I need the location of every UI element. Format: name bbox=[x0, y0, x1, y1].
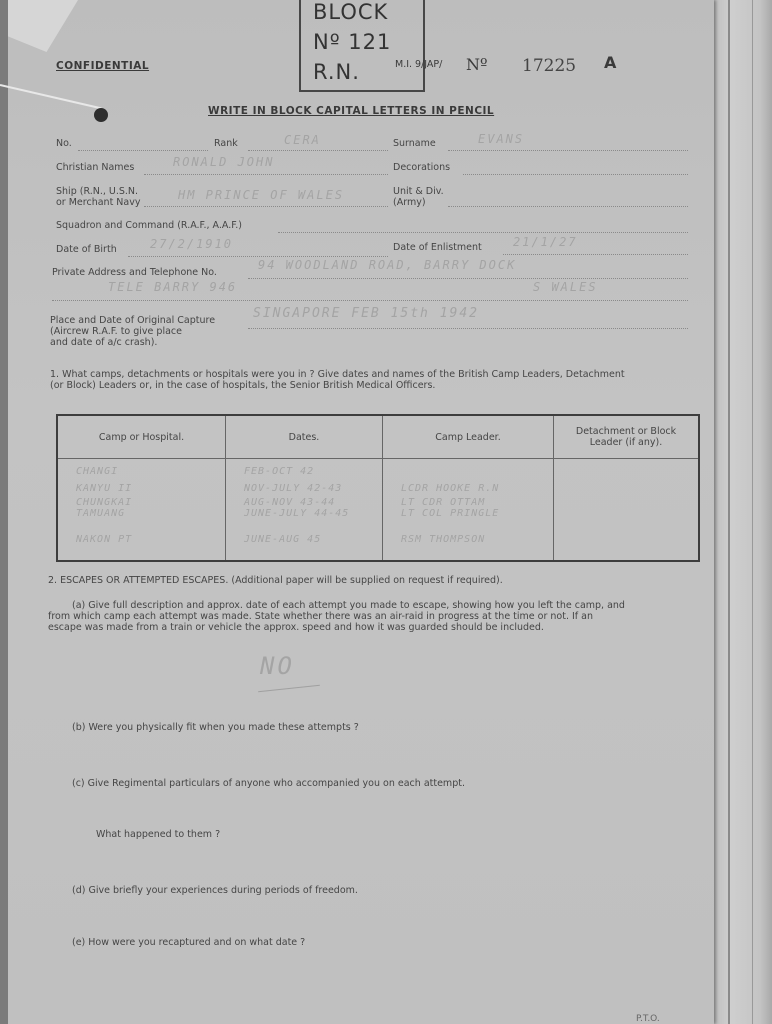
leader-entry: RSM THOMPSON bbox=[401, 534, 486, 545]
table-header-row bbox=[57, 415, 699, 459]
leader-entry: LT CDR OTTAM bbox=[401, 497, 486, 508]
date-entry: AUG-NOV 43-44 bbox=[244, 497, 336, 508]
camps-cell bbox=[57, 459, 226, 562]
capture-label: (Aircrew R.A.F. to give place bbox=[50, 326, 182, 337]
form-number: 17225 bbox=[522, 56, 577, 76]
question-2d: (d) Give briefly your experiences during periods of freedom. bbox=[72, 885, 358, 896]
leader-entry: LT COL PRINGLE bbox=[401, 508, 500, 519]
block-stamp-box bbox=[299, 0, 425, 92]
question-2e: (e) How were you recaptured and on what date ? bbox=[72, 937, 306, 948]
christian-names-label: Christian Names bbox=[56, 162, 135, 173]
dob-label: Date of Birth bbox=[56, 244, 117, 255]
number-label: Nº bbox=[466, 55, 488, 74]
question-2b: (b) Were you physically fit when you made these attempts ? bbox=[72, 722, 359, 733]
answer-a-value: NO bbox=[260, 652, 295, 680]
rank-value: CERA bbox=[284, 133, 321, 147]
page-shadow bbox=[0, 0, 8, 1024]
decorations-label: Decorations bbox=[393, 162, 451, 173]
column-header: Dates. bbox=[226, 415, 383, 459]
question-2-heading: 2. ESCAPES OR ATTEMPTED ESCAPES. (Additional paper will be supplied on request if required). bbox=[48, 575, 503, 586]
camp-entry: TAMUANG bbox=[76, 508, 126, 519]
surname-label: Surname bbox=[393, 138, 436, 149]
ship-label: or Merchant Navy bbox=[56, 197, 141, 208]
address-value: 94 WOODLAND ROAD, BARRY DOCK bbox=[258, 258, 517, 272]
dob-value: 27/2/1910 bbox=[150, 237, 234, 251]
christian-names-value: RONALD JOHN bbox=[173, 155, 275, 169]
camp-entry: CHANGI bbox=[76, 466, 119, 477]
capture-label: and date of a/c crash). bbox=[50, 337, 158, 348]
block-line: BLOCK bbox=[313, 0, 389, 24]
column-header: Detachment or Block Leader (if any). bbox=[554, 415, 700, 459]
block-line: R.N. bbox=[313, 60, 360, 84]
question-2c-sub: What happened to them ? bbox=[96, 829, 221, 840]
ship-label: Ship (R.N., U.S.N. bbox=[56, 186, 139, 197]
enlistment-label: Date of Enlistment bbox=[393, 242, 482, 253]
address-value: S WALES bbox=[533, 280, 598, 294]
camp-entry: CHUNGKAI bbox=[76, 497, 133, 508]
question-2c: (c) Give Regimental particulars of anyone who accompanied you on each attempt. bbox=[72, 778, 465, 789]
mi-reference: M.I. 9/JAP/ bbox=[395, 59, 443, 70]
column-header: Camp Leader. bbox=[383, 415, 554, 459]
question-1: 1. What camps, detachments or hospitals were you in ? Give dates and names of the British Camp Leaders, Detachment (or Block) Leaders or, in the case of hospitals, the Senior British Medical Officers. bbox=[50, 369, 625, 391]
camps-table bbox=[56, 414, 700, 562]
address-label: Private Address and Telephone No. bbox=[52, 267, 217, 278]
ship-value: HM PRINCE OF WALES bbox=[178, 188, 345, 202]
unit-label: (Army) bbox=[393, 197, 426, 208]
confidential-label: CONFIDENTIAL bbox=[56, 60, 150, 72]
date-entry: JUNE-AUG 45 bbox=[244, 534, 322, 545]
capture-label: Place and Date of Original Capture bbox=[50, 315, 216, 326]
date-entry: FEB-OCT 42 bbox=[244, 466, 315, 477]
rank-label: Rank bbox=[214, 138, 238, 149]
detachment-cell bbox=[554, 459, 700, 562]
no-label: No. bbox=[56, 138, 72, 149]
surname-value: EVANS bbox=[478, 132, 525, 146]
punch-hole bbox=[94, 108, 108, 122]
sheet-edge bbox=[752, 0, 753, 1024]
leaders-cell bbox=[383, 459, 554, 562]
unit-label: Unit & Div. bbox=[393, 186, 444, 197]
table-body-row bbox=[57, 459, 699, 562]
question-2a: (a) Give full description and approx. date of each attempt you made to escape, showing how you left the camp, and from which camp each attempt was made. State whether there was an air-raid in progress at the time or not. If an escape was made from a train or vehicle the approx. speed and how it was guarded should be included. bbox=[48, 600, 625, 633]
camp-entry: NAKON PT bbox=[76, 534, 133, 545]
leader-entry: LCDR HOOKE R.N bbox=[401, 483, 500, 494]
column-header: Camp or Hospital. bbox=[57, 415, 226, 459]
address-value: TELE BARRY 946 bbox=[108, 280, 238, 294]
camp-entry: KANYU II bbox=[76, 483, 133, 494]
squadron-label: Squadron and Command (R.A.F., A.A.F.) bbox=[56, 220, 242, 231]
form-suffix: A bbox=[604, 53, 617, 72]
form-page bbox=[8, 0, 714, 1024]
pto-label: P.T.O. bbox=[636, 1014, 660, 1024]
date-entry: NOV-JULY 42-43 bbox=[244, 483, 343, 494]
block-line: Nº 121 bbox=[313, 30, 392, 54]
dates-cell bbox=[226, 459, 383, 562]
form-instruction: WRITE IN BLOCK CAPITAL LETTERS IN PENCIL bbox=[208, 105, 495, 117]
sheet-edge bbox=[728, 0, 730, 1024]
leader-entry bbox=[383, 463, 553, 480]
date-entry: JUNE-JULY 44-45 bbox=[244, 508, 350, 519]
enlistment-value: 21/1/27 bbox=[513, 235, 578, 249]
capture-value: SINGAPORE FEB 15th 1942 bbox=[253, 306, 480, 321]
